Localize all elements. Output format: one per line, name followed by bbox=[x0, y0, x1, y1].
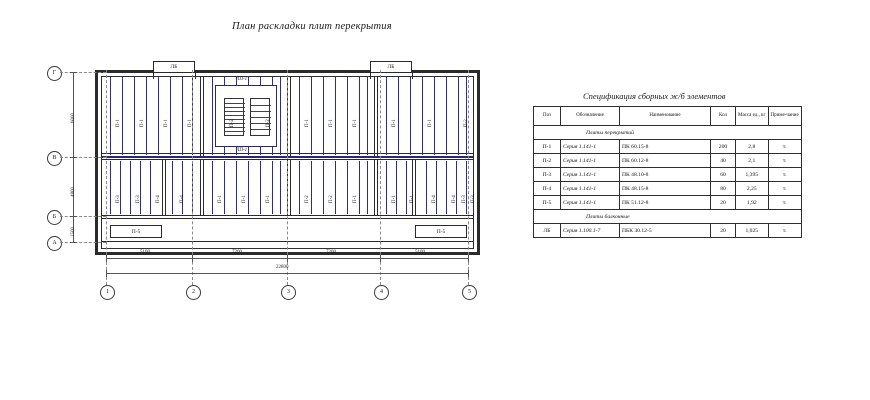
slab-joint-l-9 bbox=[212, 161, 213, 214]
spec-group-label: Плиты перекрытий bbox=[534, 126, 802, 140]
slab-label-u-11: П-1 bbox=[428, 119, 433, 127]
slab-label-l-3: П-4 bbox=[156, 195, 161, 203]
slab-joint-l-2 bbox=[120, 161, 121, 214]
spec-group-row bbox=[534, 126, 802, 140]
spec-table-body bbox=[534, 126, 802, 238]
stair-label-top: ЛП-1 bbox=[236, 77, 248, 82]
slab-joint-u-6 bbox=[170, 77, 171, 155]
dim-tick-left-v bbox=[70, 157, 77, 158]
slab-joint-u-22 bbox=[367, 77, 368, 155]
axis-dash-a bbox=[60, 242, 106, 243]
slab-label-l-8: П-2 bbox=[305, 195, 310, 203]
slab-joint-l-13 bbox=[260, 161, 261, 214]
slab-joint-u-3 bbox=[134, 77, 135, 155]
slab-joint-l-29 bbox=[456, 161, 457, 214]
dim-left-3: 1500 bbox=[71, 227, 76, 237]
slab-joint-l-20 bbox=[347, 161, 348, 214]
wall-lower-1 bbox=[162, 159, 163, 215]
dim-tick-total-l bbox=[106, 270, 107, 277]
dim-tick-b-5 bbox=[468, 255, 469, 262]
spec-cell-qty: 20 bbox=[711, 224, 736, 238]
slab-label-l-10: П-1 bbox=[353, 195, 358, 203]
dim-tick-b-1 bbox=[106, 255, 107, 262]
slab-joint-u-1 bbox=[110, 77, 111, 155]
spec-cell-design: Серия 1.141-1 bbox=[561, 168, 620, 182]
slab-joint-u-9 bbox=[212, 77, 213, 155]
slab-joint-u-19 bbox=[335, 77, 336, 155]
axis-bubble-1: 1 bbox=[100, 285, 115, 300]
spec-cell-mass: 2,1 bbox=[736, 154, 769, 168]
slab-label-l-16: П-3 bbox=[471, 195, 476, 203]
dim-tick-b-2 bbox=[192, 255, 193, 262]
axis-bubble-5: 5 bbox=[462, 285, 477, 300]
spec-cell-pos: П-1 bbox=[534, 140, 561, 154]
slab-joint-u-17 bbox=[311, 77, 312, 155]
slab-joint-l-14 bbox=[272, 161, 273, 214]
slab-joint-u-25 bbox=[410, 77, 411, 155]
dim-tick-b-4 bbox=[380, 255, 381, 262]
slab-joint-l-28 bbox=[446, 161, 447, 214]
specification-table bbox=[533, 106, 802, 238]
slab-label-u-4: П-1 bbox=[188, 119, 193, 127]
dim-tick-left-g bbox=[70, 72, 77, 73]
balcony-slab-lb-left: ЛБ bbox=[153, 61, 195, 73]
slab-joint-l-7 bbox=[182, 161, 183, 214]
dim-bottom-total: 22800 bbox=[276, 265, 289, 270]
balcony-slab-lb-right: ЛБ bbox=[370, 61, 412, 73]
wall-lower-3b bbox=[290, 159, 291, 215]
dim-bottom-2: 7200 bbox=[232, 250, 242, 255]
slab-label-l-7: П-1 bbox=[266, 195, 271, 203]
slab-label-u-9: П-1 bbox=[353, 119, 358, 127]
axis-bubble-4: 4 bbox=[374, 285, 389, 300]
stair-flight-left bbox=[224, 98, 244, 136]
slab-joint-l-3 bbox=[130, 161, 131, 214]
axis-dash-b bbox=[60, 216, 106, 217]
spec-cell-qty: 80 bbox=[711, 182, 736, 196]
slab-label-l-9: П-2 bbox=[329, 195, 334, 203]
table-row bbox=[534, 224, 802, 238]
spec-cell-name: ПК 48.15-8 bbox=[620, 182, 711, 196]
spec-cell-design: Серия 1.141-1 bbox=[561, 182, 620, 196]
spec-cell-note: т. bbox=[768, 140, 801, 154]
dim-chain-total bbox=[106, 273, 468, 274]
axis-dash-3 bbox=[287, 70, 288, 285]
spec-cell-design: Серия 1.141-1 bbox=[561, 196, 620, 210]
wall-lower-2b bbox=[203, 159, 204, 215]
spec-cell-name: ПК 60.15-8 bbox=[620, 140, 711, 154]
spec-cell-name: ПК 51.12-8 bbox=[620, 196, 711, 210]
wall-v-2b bbox=[290, 76, 291, 156]
slab-p5-left: П-5 bbox=[110, 225, 162, 238]
plan-title: План раскладки плит перекрытия bbox=[232, 21, 392, 32]
slab-joint-u-30 bbox=[466, 77, 467, 155]
spec-table-head bbox=[534, 107, 802, 126]
slab-label-u-8: П-1 bbox=[329, 119, 334, 127]
wall-lower-5 bbox=[412, 159, 413, 215]
slab-label-u-3: П-1 bbox=[164, 119, 169, 127]
wall-v-1 bbox=[200, 76, 201, 156]
slab-joint-l-21 bbox=[359, 161, 360, 214]
slab-label-l-14: П-4 bbox=[452, 195, 457, 203]
dim-bottom-1: 5100 bbox=[140, 250, 150, 255]
axis-dash-2 bbox=[192, 70, 193, 285]
axis-bubble-b: Б bbox=[47, 210, 62, 225]
spec-cell-note: т. bbox=[768, 182, 801, 196]
wall-v-3 bbox=[374, 76, 375, 156]
stairwell-block bbox=[215, 85, 277, 147]
slab-joint-u-18 bbox=[323, 77, 324, 155]
spec-cell-qty: 200 bbox=[711, 140, 736, 154]
wall-lower-1b bbox=[165, 159, 166, 215]
table-row bbox=[534, 196, 802, 210]
slab-joint-l-25 bbox=[406, 161, 407, 214]
slab-joint-l-27 bbox=[436, 161, 437, 214]
slab-joint-l-22 bbox=[367, 161, 368, 214]
wall-v-3b bbox=[377, 76, 378, 156]
slab-joint-u-24 bbox=[398, 77, 399, 155]
slab-label-l-15: П-3 bbox=[462, 195, 467, 203]
dim-tick-left-b bbox=[70, 216, 77, 217]
spec-header-pos: Поз bbox=[534, 107, 561, 126]
spec-cell-mass: 1,025 bbox=[736, 224, 769, 238]
wall-lower-4 bbox=[374, 159, 375, 215]
axis-bubble-3: 3 bbox=[281, 285, 296, 300]
spec-cell-qty: 40 bbox=[711, 154, 736, 168]
spec-group-row bbox=[534, 210, 802, 224]
slab-joint-l-30 bbox=[466, 161, 467, 214]
spec-cell-mass: 2,25 bbox=[736, 182, 769, 196]
slab-label-l-2: П-3 bbox=[136, 195, 141, 203]
spec-cell-note: т. bbox=[768, 168, 801, 182]
slab-joint-u-27 bbox=[434, 77, 435, 155]
spec-group-label: Плиты балконные bbox=[534, 210, 802, 224]
slab-joint-l-6 bbox=[172, 161, 173, 214]
spec-header-note: Приме-чание bbox=[768, 107, 801, 126]
dim-left-2: 4800 bbox=[71, 187, 76, 197]
dim-tick-left-a bbox=[70, 242, 77, 243]
slab-joint-l-15 bbox=[280, 161, 281, 214]
slab-joint-u-15 bbox=[280, 77, 281, 155]
dim-tick-total-r bbox=[468, 270, 469, 277]
spec-cell-mass: 2,8 bbox=[736, 140, 769, 154]
axis-dash-v bbox=[60, 157, 106, 158]
slab-label-l-6: П-1 bbox=[242, 195, 247, 203]
slab-joint-l-5 bbox=[150, 161, 151, 214]
table-row bbox=[534, 140, 802, 154]
slab-joint-l-24 bbox=[396, 161, 397, 214]
dim-tick-b-3 bbox=[287, 255, 288, 262]
spec-cell-pos: П-5 bbox=[534, 196, 561, 210]
spec-cell-design: Серия 1.141-1 bbox=[561, 154, 620, 168]
spec-cell-name: ПК 48.10-8 bbox=[620, 168, 711, 182]
spec-cell-mass: 1,395 bbox=[736, 168, 769, 182]
slab-label-u-7: П-1 bbox=[305, 119, 310, 127]
slab-joint-u-28 bbox=[446, 77, 447, 155]
slab-label-l-13: П-4 bbox=[432, 195, 437, 203]
slab-joint-u-5 bbox=[158, 77, 159, 155]
slab-joint-l-10 bbox=[224, 161, 225, 214]
spec-cell-note: т. bbox=[768, 224, 801, 238]
slab-joint-u-2 bbox=[122, 77, 123, 155]
lb-leader-left-a bbox=[153, 73, 154, 79]
spec-cell-name: ПК 60.12-8 bbox=[620, 154, 711, 168]
axis-dash-g bbox=[60, 72, 106, 73]
slab-joint-l-18 bbox=[323, 161, 324, 214]
floor-slab-plan bbox=[40, 55, 500, 315]
wall-lower-4b bbox=[377, 159, 378, 215]
axis-dash-1 bbox=[106, 70, 107, 285]
wall-v-1b bbox=[203, 76, 204, 156]
slab-joint-l-1 bbox=[110, 161, 111, 214]
slab-label-u-6: П-2 bbox=[266, 119, 271, 127]
spec-title: Спецификация сборных ж/б элементов bbox=[583, 91, 726, 101]
table-row bbox=[534, 154, 802, 168]
slab-label-u-2: П-1 bbox=[140, 119, 145, 127]
axis-dash-5 bbox=[468, 70, 469, 285]
slab-joint-u-29 bbox=[458, 77, 459, 155]
spec-header-row bbox=[534, 107, 802, 126]
lb-leader-right-b bbox=[412, 73, 413, 79]
slab-joint-l-11 bbox=[236, 161, 237, 214]
stair-label-bottom: ЛП-1 bbox=[236, 148, 248, 153]
slab-p5-right: П-5 bbox=[415, 225, 467, 238]
spec-cell-design: Серия 1.100.1-7 bbox=[561, 224, 620, 238]
slab-joint-l-16 bbox=[299, 161, 300, 214]
slab-joint-u-26 bbox=[422, 77, 423, 155]
slab-joint-l-12 bbox=[248, 161, 249, 214]
slab-joint-l-4 bbox=[140, 161, 141, 214]
slab-joint-u-21 bbox=[359, 77, 360, 155]
wall-v-4 bbox=[473, 76, 474, 249]
slab-label-l-1: П-3 bbox=[116, 195, 121, 203]
slab-joint-u-4 bbox=[146, 77, 147, 155]
wall-lower-2 bbox=[200, 159, 201, 215]
axis-bubble-v: В bbox=[47, 151, 62, 166]
table-row bbox=[534, 168, 802, 182]
spec-cell-name: ПБК 30.12-5 bbox=[620, 224, 711, 238]
spec-cell-pos: П-4 bbox=[534, 182, 561, 196]
dim-left-1: 6000 bbox=[71, 113, 76, 123]
spec-cell-note: т. bbox=[768, 154, 801, 168]
slab-joint-l-23 bbox=[386, 161, 387, 214]
axis-bubble-a: А bbox=[47, 236, 62, 251]
dim-bottom-4: 5100 bbox=[415, 250, 425, 255]
lb-leader-left-b bbox=[195, 73, 196, 79]
slab-joint-u-23 bbox=[386, 77, 387, 155]
table-row bbox=[534, 182, 802, 196]
spec-header-design: Обозначение bbox=[561, 107, 620, 126]
spec-cell-mass: 1,92 bbox=[736, 196, 769, 210]
spec-cell-pos: П-3 bbox=[534, 168, 561, 182]
slab-label-u-5: П-2 bbox=[230, 119, 235, 127]
slab-label-u-12: П-2 bbox=[464, 119, 469, 127]
spec-cell-pos: ЛБ bbox=[534, 224, 561, 238]
slab-label-l-11: П-1 bbox=[392, 195, 397, 203]
spec-cell-note: т. bbox=[768, 196, 801, 210]
slab-joint-l-26 bbox=[426, 161, 427, 214]
spec-header-name: Наименование bbox=[620, 107, 711, 126]
slab-joint-u-7 bbox=[182, 77, 183, 155]
slab-joint-l-19 bbox=[335, 161, 336, 214]
spec-cell-qty: 60 bbox=[711, 168, 736, 182]
spec-cell-qty: 20 bbox=[711, 196, 736, 210]
axis-bubble-2: 2 bbox=[186, 285, 201, 300]
slab-label-l-5: П-1 bbox=[218, 195, 223, 203]
spec-cell-design: Серия 1.141-1 bbox=[561, 140, 620, 154]
slab-joint-u-20 bbox=[347, 77, 348, 155]
slab-label-l-4: П-4 bbox=[180, 195, 185, 203]
spec-header-qty: Кол bbox=[711, 107, 736, 126]
dim-bottom-3: 7200 bbox=[326, 250, 336, 255]
spec-cell-pos: П-2 bbox=[534, 154, 561, 168]
spec-header-mass: Масса ед., кг bbox=[736, 107, 769, 126]
wall-lower-5b bbox=[415, 159, 416, 215]
slab-joint-l-17 bbox=[311, 161, 312, 214]
slab-label-u-10: П-1 bbox=[392, 119, 397, 127]
axis-dash-4 bbox=[380, 70, 381, 285]
stair-flight-right bbox=[250, 98, 270, 136]
axis-bubble-g: Г bbox=[47, 66, 62, 81]
slab-joint-u-16 bbox=[299, 77, 300, 155]
lb-leader-right-a bbox=[370, 73, 371, 79]
wall-v-0 bbox=[101, 76, 102, 249]
slab-label-l-12: П-1 bbox=[410, 195, 415, 203]
slab-label-u-1: П-1 bbox=[116, 119, 121, 127]
